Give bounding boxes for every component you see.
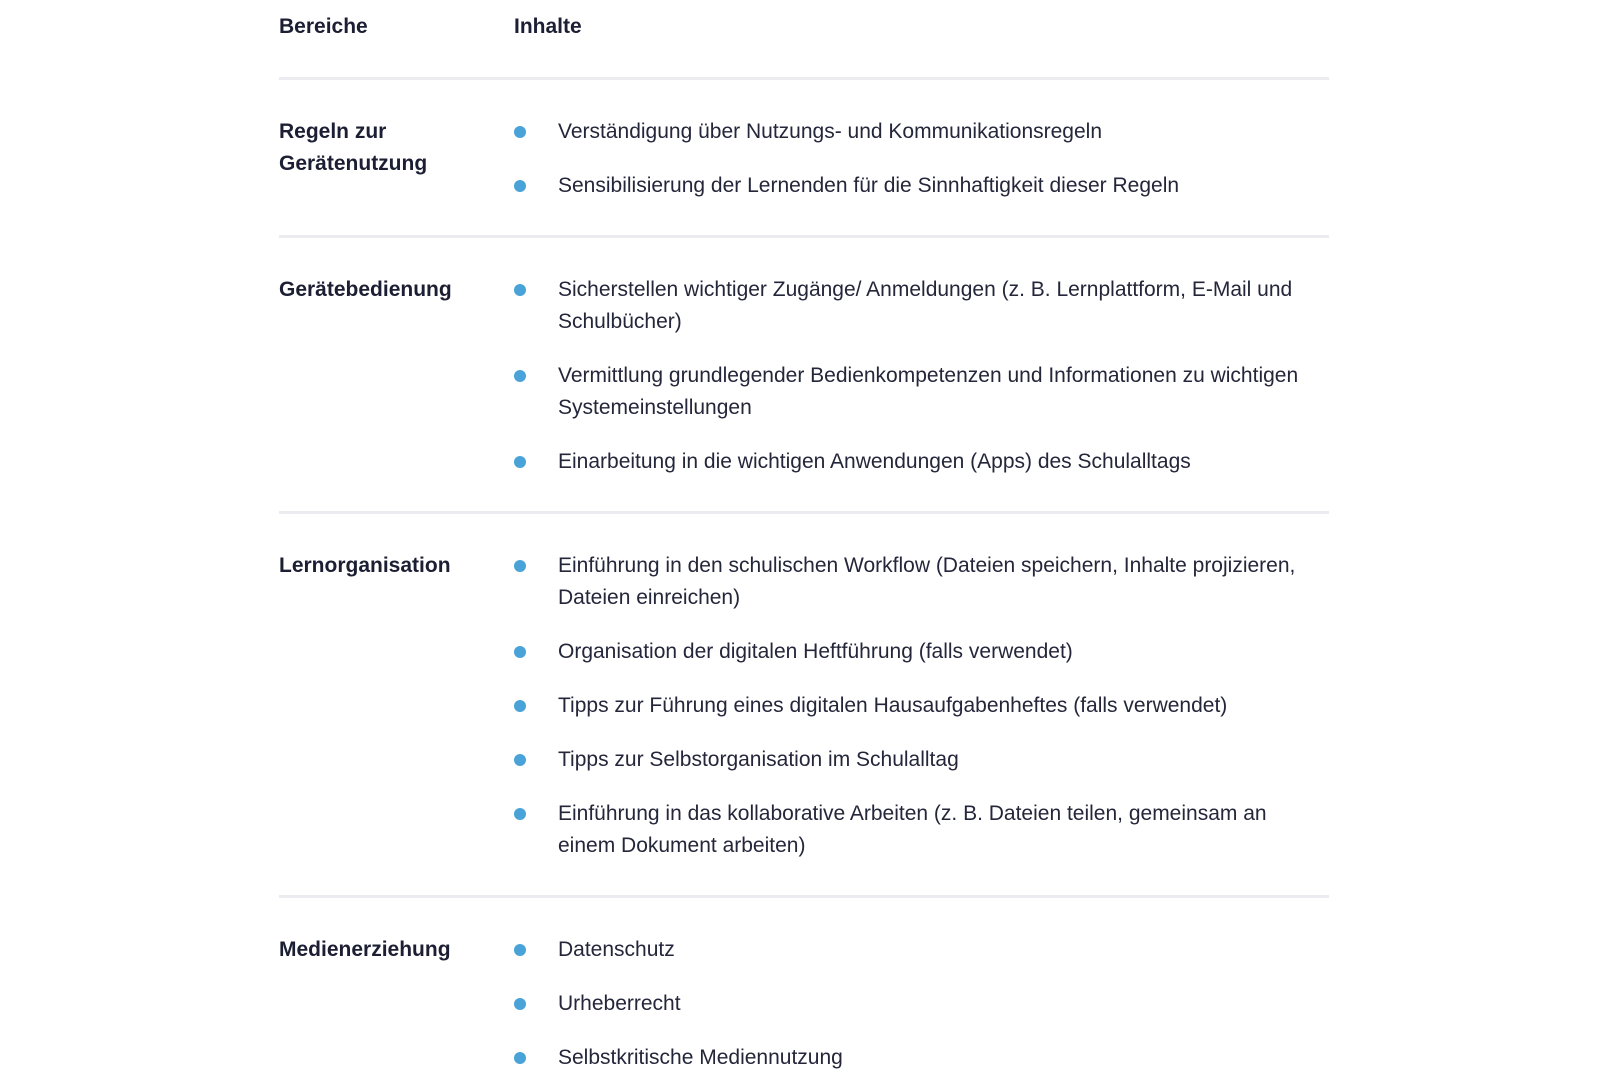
table-header-row — [279, 0, 1329, 80]
area-label: Lernorganisation — [279, 554, 451, 577]
table-row — [279, 80, 1329, 238]
header-inhalte: Inhalte — [514, 15, 582, 38]
table-row — [279, 238, 1329, 514]
content-list — [514, 550, 1329, 862]
bullet-dot-icon — [514, 284, 526, 296]
list-item: Sicherstellen wichtiger Zugänge/ Anmeldungen (z. B. Lernplattform, E-Mail und Schulbücher) — [514, 274, 1329, 338]
content-list — [514, 274, 1329, 478]
list-item: Einführung in den schulischen Workflow (Dateien speichern, Inhalte projizieren, Dateien einreichen) — [514, 550, 1329, 614]
area-label: Medienerziehung — [279, 938, 451, 961]
bullet-dot-icon — [514, 646, 526, 658]
list-item: Verständigung über Nutzungs- und Kommunikationsregeln — [514, 116, 1329, 148]
header-bereiche: Bereiche — [279, 15, 368, 38]
bullet-dot-icon — [514, 754, 526, 766]
bullet-dot-icon — [514, 808, 526, 820]
content-table — [279, 0, 1329, 1074]
bullet-dot-icon — [514, 700, 526, 712]
list-item: Sensibilisierung der Lernenden für die Sinnhaftigkeit dieser Regeln — [514, 170, 1329, 202]
bullet-dot-icon — [514, 456, 526, 468]
bullet-dot-icon — [514, 126, 526, 138]
bullet-dot-icon — [514, 370, 526, 382]
list-item: Urheberrecht — [514, 988, 1329, 1020]
list-item: Tipps zur Selbstorganisation im Schulalltag — [514, 744, 1329, 776]
bullet-dot-icon — [514, 1052, 526, 1064]
list-item: Datenschutz — [514, 934, 1329, 966]
table-row — [279, 514, 1329, 898]
bullet-dot-icon — [514, 560, 526, 572]
list-item: Einführung in das kollaborative Arbeiten (z. B. Dateien teilen, gemeinsam an einem Dokument arbeiten) — [514, 798, 1329, 862]
table-row — [279, 898, 1329, 1074]
area-label: Gerätebedienung — [279, 278, 452, 301]
content-list — [514, 934, 1329, 1074]
list-item: Selbstkritische Mediennutzung — [514, 1042, 1329, 1074]
area-label: Regeln zur Gerätenutzung — [279, 120, 428, 175]
list-item: Tipps zur Führung eines digitalen Hausaufgabenheftes (falls verwendet) — [514, 690, 1329, 722]
list-item: Organisation der digitalen Heftführung (falls verwendet) — [514, 636, 1329, 668]
bullet-dot-icon — [514, 998, 526, 1010]
list-item: Vermittlung grundlegender Bedienkompetenzen und Informationen zu wichtigen Systemeinstellungen — [514, 360, 1329, 424]
bullet-dot-icon — [514, 180, 526, 192]
list-item: Einarbeitung in die wichtigen Anwendungen (Apps) des Schulalltags — [514, 446, 1329, 478]
bullet-dot-icon — [514, 944, 526, 956]
content-list — [514, 116, 1329, 202]
